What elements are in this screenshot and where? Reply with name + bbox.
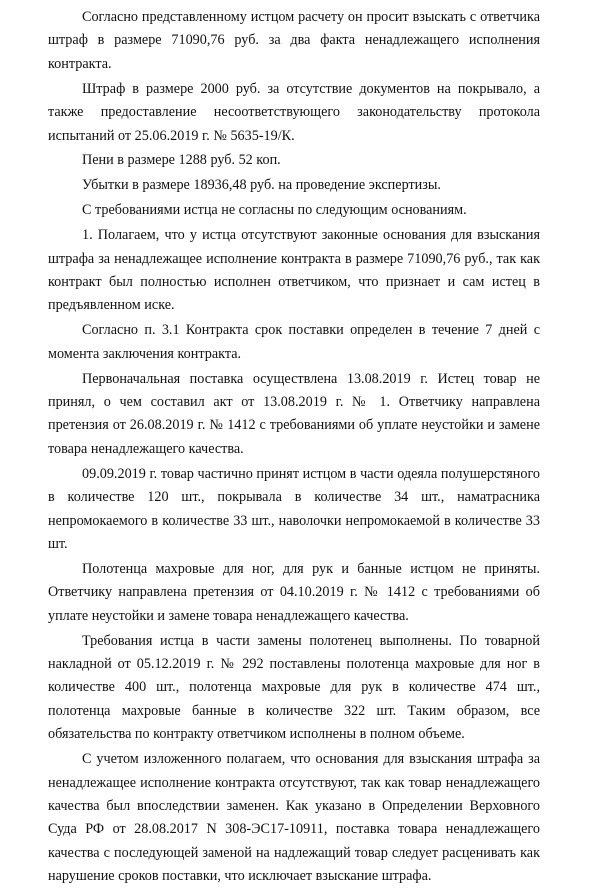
paragraph-delivery-term: Согласно п. 3.1 Контракта срок поставки определен в течение 7 дней с момента заключения контракта. [48,322,540,362]
paragraph-losses: Убытки в размере 18936,48 руб. на проведение экспертизы. [82,177,441,194]
paragraph-towels-rejected: Полотенца махровые для ног, для рук и банные истцом не приняты. Ответчику направлена претензия от 04.10.2019 г. № 1412 с требованиями об уплате неустойки и замене товара ненадлежащего качества. [48,560,540,624]
paragraph-fine-2000: Штраф в размере 2000 руб. за отсутствие документов на покрывало, а также предоставление несоответствующего законодательству протокола испытаний от 25.06.2019 г. № 5635-19/К. [48,80,540,144]
paragraph-penalty-interest: Пени в размере 1288 руб. 52 коп. [82,152,281,169]
paragraph-conclusion: С учетом изложенного полагаем, что основания для взыскания штрафа за ненадлежащее исполнение контракта отсутствуют, так как товар ненадлежащего качества был впоследствии заменен. Как указано в Определении Верховного Суда РФ от 28.08.2017 N 308-ЭС17-10911, поставка товара ненадлежащего качества с последующей заменой на надлежащий товар следует расценивать как нарушение сроков поставки, что исключает взыскание штрафа. [48,751,540,885]
paragraph-towels-replaced: Требования истца в части замены полотенец выполнены. По товарной накладной от 05.12.2019 г. № 292 поставлены полотенца махровые для ног в количестве 400 шт., полотенца махровые для рук в количестве 474 шт., полотенца махровые банные в количестве 322 шт. Таким образом, все обязательства по контракту ответчиком исполнены в полном объеме. [48,632,540,743]
paragraph-point-1: 1. Полагаем, что у истца отсутствуют законные основания для взыскания штрафа за ненадлежащее исполнение контракта в размере 71090,76 руб., так как контракт был полностью исполнен ответчиком, что признает и сам истец в предъявленном иске. [48,227,540,314]
paragraph-disagreement: С требованиями истца не согласны по следующим основаниям. [82,202,467,219]
paragraph-penalty-request: Согласно представленному истцом расчету он просит взыскать с ответчика штраф в размере 71090,76 руб. за два факта ненадлежащего исполнения контракта. [48,9,540,72]
paragraph-initial-delivery: Первоначальная поставка осуществлена 13.08.2019 г. Истец товар не принял, о чем составил акт от 13.08.2019 г. № 1. Ответчику направлена претензия от 26.08.2019 г. № 1412 с требованиями об уплате неустойки и замене товара ненадлежащего качества. [48,370,540,457]
paragraph-partial-acceptance: 09.09.2019 г. товар частично принят истцом в части одеяла полушерстяного в количестве 120 шт., покрывала в количестве 34 шт., наматрасника непромокаемого в количестве 33 шт., наволочки непромокаемой в количестве 33 шт. [48,465,540,552]
